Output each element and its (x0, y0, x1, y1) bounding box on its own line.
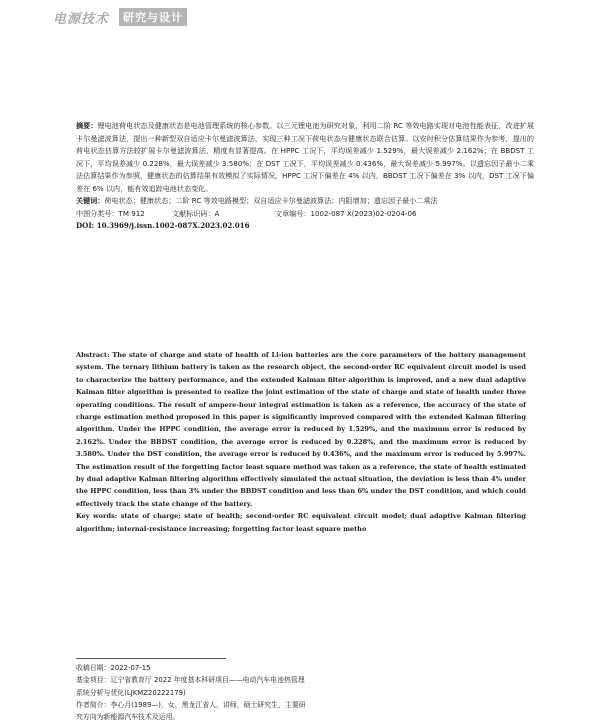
doi: DOI: 10.3969/j.issn.1002-087X.2023.02.016 (76, 221, 250, 230)
chinese-abstract-block (76, 120, 534, 233)
keywords-en (76, 510, 526, 535)
section-tag: 研究与设计 (119, 8, 187, 26)
abstract-cn-label: 摘要： (76, 121, 98, 130)
keywords-en-label: Key words: (76, 512, 118, 521)
classification-row (76, 208, 534, 221)
received-date: 收稿日期：2022-07-15 (76, 664, 151, 672)
abstract-en (76, 349, 526, 510)
fund-project: 基金项目：辽宁省教育厅 2022 年度基本科研项目——电动汽车电池热管理系统分析与优化(LJKMZ20222179) (76, 676, 305, 697)
footnotes (76, 662, 306, 723)
keywords-cn-label: 关键词： (76, 196, 105, 205)
clc-number: 中图分类号：TM 912 (76, 208, 145, 218)
abstract-en-text: The state of charge and state of health of Li-ion batteries are the core parameters of the battery management system. The ternary lithium battery is taken as the research object, the second-order RC equivalent circuit model is used to characterize the battery performance, and the extended Kalman filter algorithm is improved, and a new dual adaptive Kalman filter algorithm is presented to realize the joint estimation of the state of charge and state of health under three operating conditions. The result of ampere-hour integral estimation is taken as a reference, the accuracy of the state of charge estimation method proposed in this paper is significantly improved compared with the extended Kalman filtering algorithm. Under the HPPC condition, the average error is reduced by 1.529%, and the maximum error is reduced by 2.162%. Under the BBDST condition, the average error is reduced by 0.228%, and the maximum error is reduced by 3.580%. Under the DST condition, the average error is reduced by 0.436%, and the maximum error is reduced by 5.997%. The estimation result of the forgetting factor least square method was taken as a reference, the state of health estimated by dual adaptive Kalman filtering algorithm effectively simulated the actual situation, the deviation is less than 4% under the HPPC condition, less than 3% under the BBDST condition and less than 6% under the DST condition, and which could effectively track the state change of the battery. (76, 351, 527, 508)
english-abstract-block (76, 349, 526, 535)
keywords-cn-text: 荷电状态；健康状态；二阶 RC 等效电路模型；双自适应卡尔曼滤波算法；内阻增加；遗忘因子最小二乘法 (104, 196, 438, 205)
running-header (53, 9, 187, 25)
journal-name: 电源技术 (53, 11, 110, 27)
abstract-cn-text: 锂电池荷电状态及健康状态是电池管理系统的核心参数。以三元锂电池为研究对象，利用二阶 RC 等效电路实现对电池性能表征，改进扩展卡尔曼滤波算法，提出一种新型双自适应卡尔曼滤波算法，实现三种工况下荷电状态与健康状态联合估算。以安时积分估算结果作为参考，提出的荷电状态估算方法较扩展卡尔曼滤波算法，精度有显著提高。在 HPPC 工况下，平均误差减少 1.529%，最大误差减少 2.162%；在 BBDST 工况下，平均误差减少 0.228%，最大误差减少 3.580%；在 DST 工况下，平均误差减少 0.436%，最大误差减少 5.997%。以遗忘因子最小二乘法估算结果作为参照，健康状态的估算结果有效模拟了实际情况，HPPC 工况下偏差在 4% 以内，BBDST 工况下偏差在 3% 以内，DST 工况下偏差在 6% 以内，能有效追踪电池状态变化。 (76, 121, 534, 193)
document-code: 文献标识码：A (172, 208, 220, 218)
keywords-en-text: state of charge; state of health; second-order RC equivalent circuit model; dual adaptive Kalman filtering algorithm; internal-resistance increasing; forgetting factor least square metho (76, 512, 526, 533)
abstract-cn (76, 120, 534, 195)
keywords-cn (76, 195, 534, 208)
author-bio: 作者简介：李心月(1989—)，女，黑龙江省人，讲师，硕士研究生，主要研究方向为新能源汽车技术及运用。 (76, 700, 306, 722)
footnote-divider (76, 658, 226, 659)
abstract-en-label: Abstract: (76, 351, 110, 359)
article-number: 文章编号：1002-087 X(2023)02-0204-06 (275, 208, 417, 218)
